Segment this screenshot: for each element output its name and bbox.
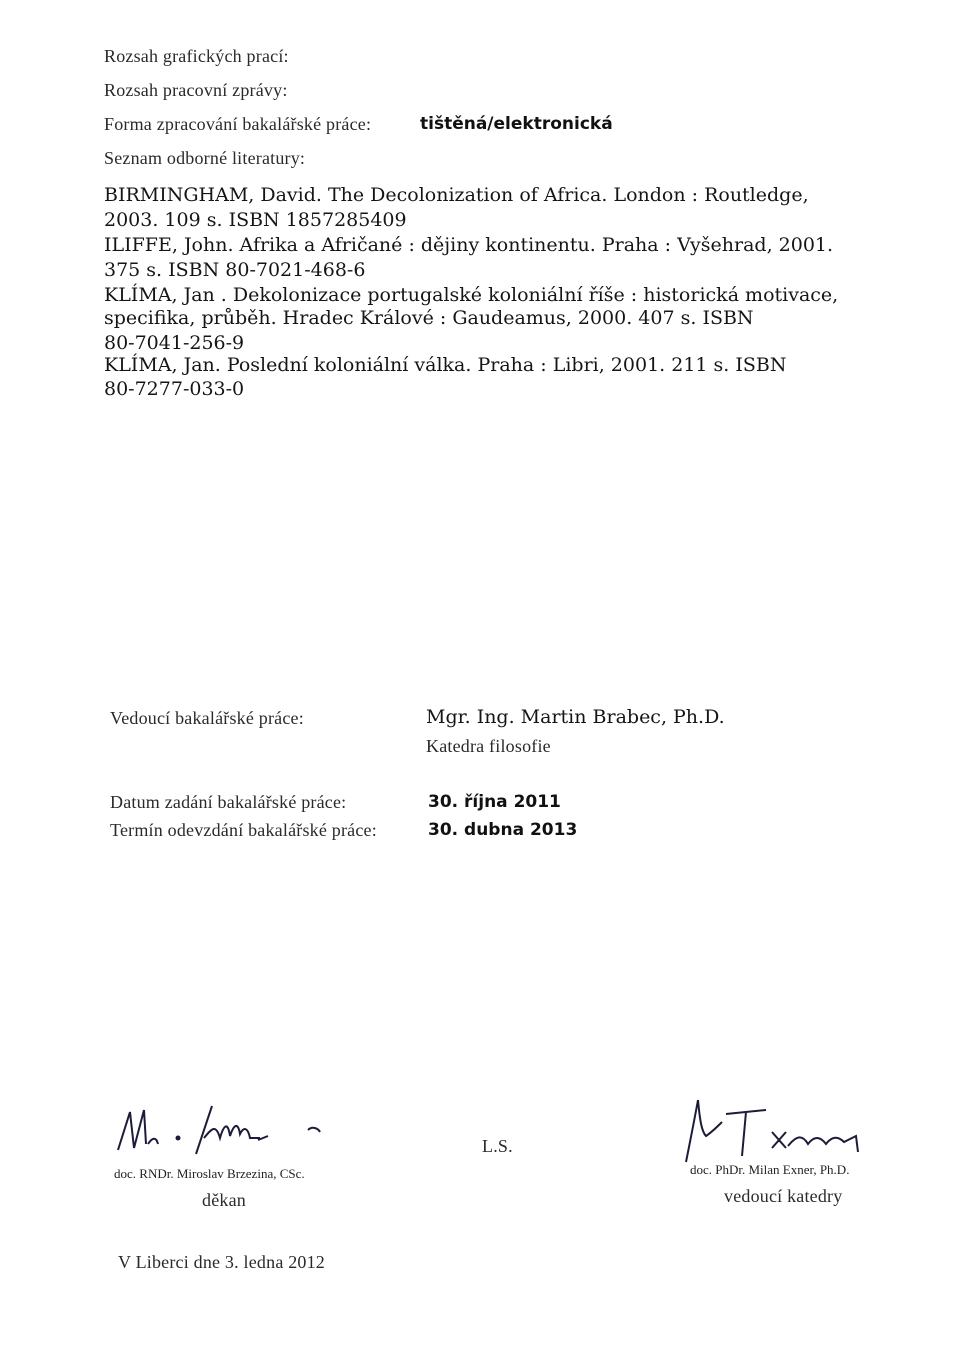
stamp-label: L.S. (482, 1136, 513, 1156)
report-scope-label: Rozsah pracovní zprávy: (104, 80, 288, 100)
reference-line: 2003. 109 s. ISBN 1857285409 (104, 209, 407, 231)
head-role: vedoucí katedry (724, 1186, 843, 1206)
head-name: doc. PhDr. Milan Exner, Ph.D. (690, 1162, 850, 1177)
graphics-scope-label: Rozsah grafických prací: (104, 46, 289, 66)
supervisor-name: Mgr. Ing. Martin Brabec, Ph.D. (426, 706, 725, 728)
reference-line: 80-7041-256-9 (104, 332, 245, 354)
deadline-date-value: 30. dubna 2013 (428, 820, 578, 840)
deadline-date-label: Termín odevzdání bakalářské práce: (110, 820, 377, 840)
literature-label: Seznam odborné literatury: (104, 148, 306, 168)
reference-line: 375 s. ISBN 80-7021-468-6 (104, 259, 366, 281)
dean-role: děkan (202, 1190, 246, 1210)
place-date: V Liberci dne 3. ledna 2012 (118, 1252, 326, 1272)
reference-line: specifika, průběh. Hradec Králové : Gaudeamus, 2000. 407 s. ISBN (104, 307, 754, 329)
reference-line: 80-7277-033-0 (104, 378, 245, 400)
supervisor-department: Katedra filosofie (426, 736, 551, 756)
head-signature (676, 1092, 876, 1168)
supervisor-label: Vedoucí bakalářské práce: (110, 708, 304, 728)
dean-signature (108, 1098, 348, 1162)
reference-line: KLÍMA, Jan. Poslední koloniální válka. Praha : Libri, 2001. 211 s. ISBN (104, 354, 787, 376)
form-value: tištěná/elektronická (420, 114, 613, 134)
assigned-date-label: Datum zadání bakalářské práce: (110, 792, 347, 812)
reference-line: BIRMINGHAM, David. The Decolonization of Africa. London : Routledge, (104, 184, 809, 206)
reference-line: KLÍMA, Jan . Dekolonizace portugalské koloniální říše : historická motivace, (104, 284, 839, 306)
form-label: Forma zpracování bakalářské práce: (104, 114, 372, 134)
dean-name: doc. RNDr. Miroslav Brzezina, CSc. (114, 1166, 305, 1181)
reference-line: ILIFFE, John. Afrika a Afričané : dějiny kontinentu. Praha : Vyšehrad, 2001. (104, 234, 834, 256)
assigned-date-value: 30. října 2011 (428, 792, 561, 812)
